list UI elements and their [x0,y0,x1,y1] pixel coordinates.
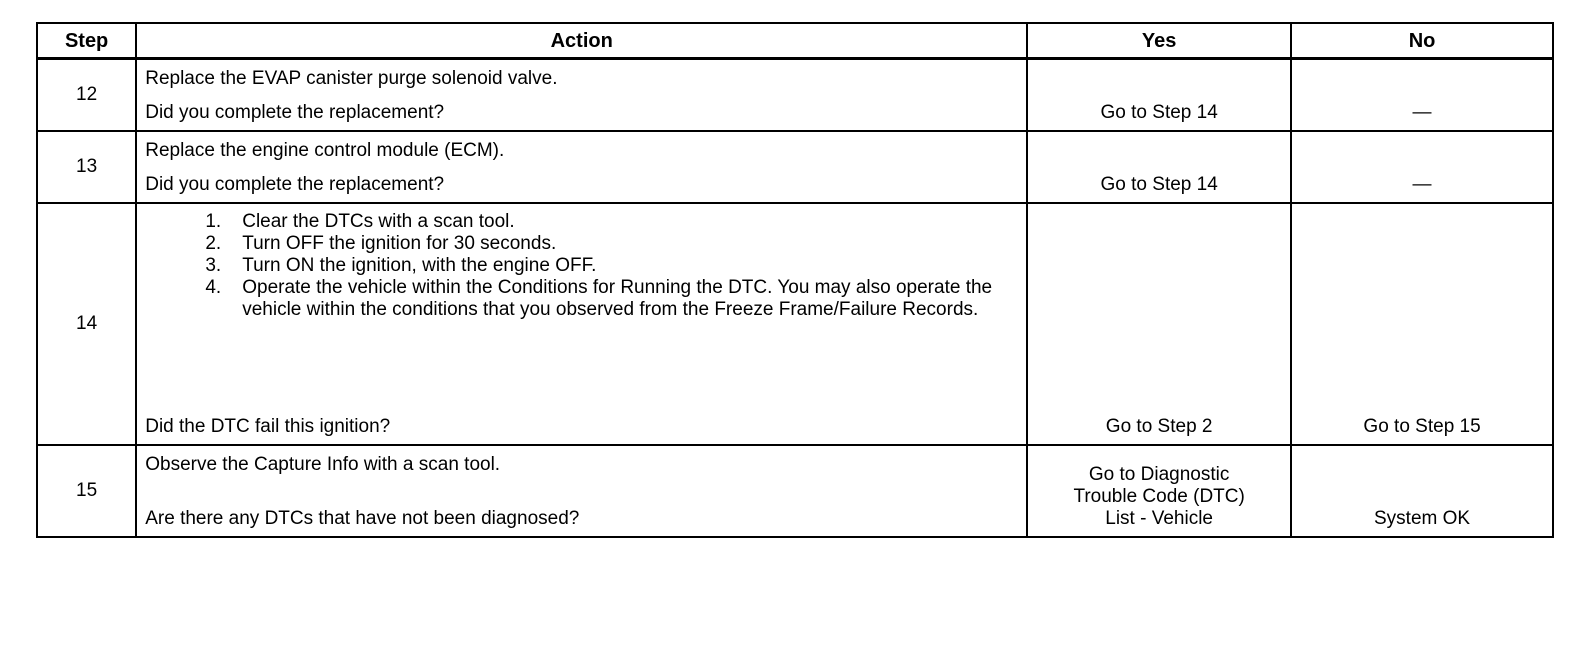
procedure-step-number: 1. [205,211,222,232]
procedure-step-text: Turn OFF the ignition for 30 seconds. [242,233,557,254]
no-answer: System OK [1374,508,1471,529]
yes-answer-line: Trouble Code (DTC) [1073,486,1245,507]
table-row [37,203,1553,445]
no-cell [1291,59,1553,132]
header-no: No [1291,23,1553,59]
table-row [37,59,1553,132]
yes-answer-line: Go to Diagnostic [1088,464,1230,485]
action-text: Replace the EVAP canister purge solenoid valve. [145,68,558,89]
action-cell [136,59,1027,132]
procedure-step-text: Turn ON the ignition, with the engine OFF. [242,255,597,276]
step-number: 13 [37,131,136,203]
header-yes: Yes [1027,23,1291,59]
yes-answer-line: List - Vehicle [1105,508,1213,529]
header-step: Step [37,23,136,59]
no-answer: — [1412,174,1432,195]
procedure-step-number: 4. [205,277,222,298]
action-cell [136,445,1027,537]
procedure-step [137,255,1018,277]
procedure-step-text: Clear the DTCs with a scan tool. [242,211,515,232]
yes-cell [1027,131,1291,203]
action-text: Replace the engine control module (ECM). [145,140,505,161]
no-cell [1291,131,1553,203]
action-question: Did the DTC fail this ignition? [145,416,391,437]
yes-cell [1027,445,1291,537]
action-text: Observe the Capture Info with a scan tool. [145,454,501,475]
step-number: 15 [37,445,136,537]
table-row [37,445,1553,537]
table-header-row [37,23,1553,59]
procedure-step-text: Operate the vehicle within the Conditions for Running the DTC. You may also operate the vehicle within the conditions that you observed from the Freeze Frame/Failure Records. [242,277,993,320]
procedure-step-number: 3. [205,255,222,276]
action-cell [136,203,1027,445]
action-cell [136,131,1027,203]
procedure-step-number: 2. [205,233,222,254]
diagnostic-table [36,22,1554,538]
procedure-step [137,277,1018,321]
yes-answer: Go to Step 2 [1105,416,1213,437]
yes-answer: Go to Step 14 [1100,102,1218,123]
yes-cell [1027,203,1291,445]
procedure-step [137,211,1018,233]
no-answer: Go to Step 15 [1363,416,1481,437]
procedure-list [137,211,1018,321]
no-cell [1291,203,1553,445]
no-answer: — [1412,102,1432,123]
yes-answer: Go to Step 14 [1100,174,1218,195]
action-question: Did you complete the replacement? [145,102,445,123]
action-question: Are there any DTCs that have not been diagnosed? [145,508,580,529]
step-number: 12 [37,59,136,132]
no-cell [1291,445,1553,537]
header-action: Action [136,23,1027,59]
action-question: Did you complete the replacement? [145,174,445,195]
yes-answer [1028,464,1290,530]
table-row [37,131,1553,203]
yes-cell [1027,59,1291,132]
step-number: 14 [37,203,136,445]
procedure-step [137,233,1018,255]
